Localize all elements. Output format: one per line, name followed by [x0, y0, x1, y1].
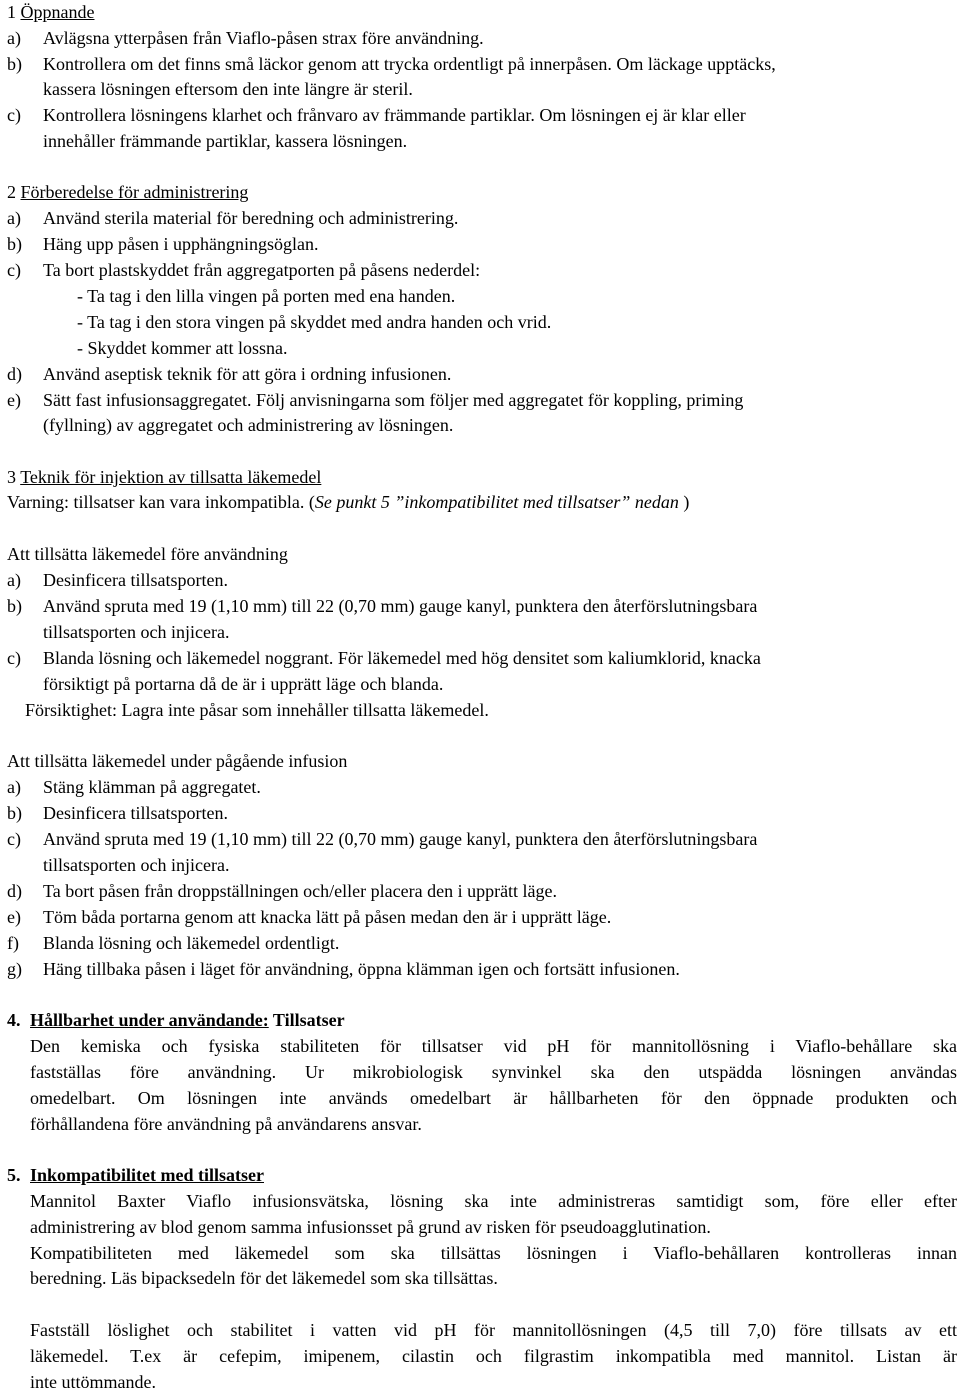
- item-label: d): [7, 881, 22, 901]
- item-label: g): [7, 959, 22, 979]
- warning-line: [7, 490, 689, 514]
- list-item: [7, 103, 746, 127]
- item-text: Blanda lösning och läkemedel noggrant. För läkemedel med hög densitet som kaliumklorid, knacka: [43, 648, 761, 668]
- list-item: [7, 594, 757, 618]
- item-label: c): [7, 260, 21, 280]
- list-item: [7, 362, 451, 386]
- item-text: Använd sterila material för beredning och administrering.: [43, 208, 459, 228]
- section-title: Hållbarhet under användande:: [30, 1010, 269, 1030]
- item-continuation: innehåller främmande partiklar, kassera lösningen.: [43, 131, 408, 151]
- sub-item: - Ta tag i den lilla vingen på porten med ena handen.: [77, 286, 456, 306]
- item-label: c): [7, 105, 21, 125]
- section-3-heading: [7, 465, 321, 489]
- item-label: f): [7, 933, 19, 953]
- item-label: a): [7, 208, 21, 228]
- section-5-heading: [7, 1163, 264, 1187]
- list-item: [7, 388, 743, 412]
- warning-close: ): [678, 492, 690, 512]
- section-number: 5.: [7, 1165, 21, 1185]
- item-continuation: tillsatsporten och injicera.: [43, 855, 230, 875]
- warning-reference: Se punkt 5 ”inkompatibilitet med tillsatser” nedan: [314, 492, 679, 512]
- item-continuation: (fyllning) av aggregatet och administrering av lösningen.: [43, 415, 454, 435]
- sub-item: - Ta tag i den stora vingen på skyddet med andra handen och vrid.: [77, 312, 552, 332]
- section-number: 1: [7, 2, 16, 22]
- list-item: [7, 646, 761, 670]
- section-title: Inkompatibilitet med tillsatser: [30, 1165, 264, 1185]
- list-item: [7, 801, 228, 825]
- caution-note: Försiktighet: Lagra inte påsar som innehåller tillsatta läkemedel.: [25, 700, 489, 720]
- section-title-rest: Tillsatser: [268, 1010, 345, 1030]
- item-text: Använd aseptisk teknik för att göra i ordning infusionen.: [43, 364, 452, 384]
- item-label: b): [7, 54, 22, 74]
- section-title: Teknik för injektion av tillsatta läkemedel: [20, 467, 322, 487]
- item-continuation: försiktigt på portarna då de är i upprätt läge och blanda.: [43, 674, 444, 694]
- item-label: e): [7, 390, 21, 410]
- paragraph-line: läkemedel. T.ex är cefepim, imipenem, cilastin och filgrastim inkompatibla med mannitol. Listan är: [30, 1346, 957, 1366]
- item-text: Desinficera tillsatsporten.: [43, 803, 228, 823]
- section-4-heading: [7, 1008, 345, 1032]
- item-text: Desinficera tillsatsporten.: [43, 570, 228, 590]
- section-number: 4.: [7, 1010, 21, 1030]
- paragraph-line: beredning. Läs bipacksedeln för det läkemedel som ska tillsättas.: [30, 1268, 498, 1288]
- item-text: Sätt fast infusionsaggregatet. Följ anvisningarna som följer med aggregatet för koppling, priming: [43, 390, 744, 410]
- item-label: c): [7, 829, 21, 849]
- item-label: b): [7, 234, 22, 254]
- item-text: Använd spruta med 19 (1,10 mm) till 22 (0,70 mm) gauge kanyl, punktera den återförslutningsbara: [43, 596, 758, 616]
- item-label: a): [7, 570, 21, 590]
- list-item: [7, 931, 339, 955]
- list-item: [7, 879, 557, 903]
- paragraph-line: Mannitol Baxter Viaflo infusionsvätska, lösning ska inte administreras samtidigt som, före eller efter: [30, 1191, 957, 1211]
- paragraph-line: förhållandena före användning på användarens ansvar.: [30, 1114, 422, 1134]
- list-item: [7, 957, 680, 981]
- item-text: Använd spruta med 19 (1,10 mm) till 22 (0,70 mm) gauge kanyl, punktera den återförslutningsbara: [43, 829, 758, 849]
- list-item: [7, 206, 458, 230]
- subsection-heading: Att tillsätta läkemedel före användning: [7, 544, 288, 564]
- paragraph-line: fastställas före användning. Ur mikrobiologisk synvinkel ska den utspädda lösningen användas: [30, 1062, 957, 1082]
- list-item: [7, 827, 757, 851]
- item-continuation: tillsatsporten och injicera.: [43, 622, 230, 642]
- item-label: a): [7, 777, 21, 797]
- list-item: [7, 26, 484, 50]
- paragraph-line: administrering av blod genom samma infusionsset på grund av risken för pseudoagglutination.: [30, 1217, 711, 1237]
- paragraph-line: Kompatibiliteten med läkemedel som ska tillsättas lösningen i Viaflo-behållaren kontrolleras innan: [30, 1243, 957, 1263]
- warning-text: Varning: tillsatser kan vara inkompatibla. (: [7, 492, 315, 512]
- item-label: e): [7, 907, 21, 927]
- item-label: b): [7, 596, 22, 616]
- list-item: [7, 232, 318, 256]
- list-item: [7, 775, 261, 799]
- item-text: Stäng klämman på aggregatet.: [43, 777, 261, 797]
- list-item: [7, 258, 480, 282]
- item-text: Avlägsna ytterpåsen från Viaflo-påsen strax före användning.: [43, 28, 484, 48]
- sub-item: - Skyddet kommer att lossna.: [77, 338, 288, 358]
- section-number: 2: [7, 182, 16, 202]
- list-item: [7, 52, 776, 76]
- subsection-heading: Att tillsätta läkemedel under pågående infusion: [7, 751, 348, 771]
- paragraph-line: Fastställ löslighet och stabilitet i vatten vid pH för mannitollösningen (4,5 till 7,0) före tillsats av ett: [30, 1320, 957, 1340]
- section-1-heading: [7, 0, 94, 24]
- section-number: 3: [7, 467, 16, 487]
- item-text: Kontrollera om det finns små läckor genom att trycka ordentligt på innerpåsen. Om läckage upptäcks,: [43, 54, 776, 74]
- list-item: [7, 905, 611, 929]
- section-title: Förberedelse för administrering: [20, 182, 249, 202]
- item-label: b): [7, 803, 22, 823]
- item-text: Häng tillbaka påsen i läget för användning, öppna klämman igen och fortsätt infusionen.: [43, 959, 680, 979]
- section-2-heading: [7, 180, 248, 204]
- list-item: [7, 568, 228, 592]
- item-text: Blanda lösning och läkemedel ordentligt.: [43, 933, 340, 953]
- paragraph-line: Den kemiska och fysiska stabiliteten för tillsatser vid pH för mannitollösning i Viaflo-behållare ska: [30, 1036, 957, 1056]
- item-text: Töm båda portarna genom att knacka lätt på påsen medan den är i upprätt läge.: [43, 907, 612, 927]
- item-text: Kontrollera lösningens klarhet och frånvaro av främmande partiklar. Om lösningen ej är klar eller: [43, 105, 746, 125]
- item-label: c): [7, 648, 21, 668]
- paragraph-line: omedelbart. Om lösningen inte används omedelbart är hållbarheten för den öppnade produkten och: [30, 1088, 957, 1108]
- item-text: Ta bort påsen från droppställningen och/eller placera den i upprätt läge.: [43, 881, 558, 901]
- section-title: Öppnande: [20, 2, 95, 22]
- item-label: a): [7, 28, 21, 48]
- item-text: Ta bort plastskyddet från aggregatporten på påsens nederdel:: [43, 260, 481, 280]
- item-label: d): [7, 364, 22, 384]
- item-continuation: kassera lösningen eftersom den inte längre är steril.: [43, 79, 413, 99]
- paragraph-line: inte uttömmande.: [30, 1372, 156, 1392]
- item-text: Häng upp påsen i upphängningsöglan.: [43, 234, 319, 254]
